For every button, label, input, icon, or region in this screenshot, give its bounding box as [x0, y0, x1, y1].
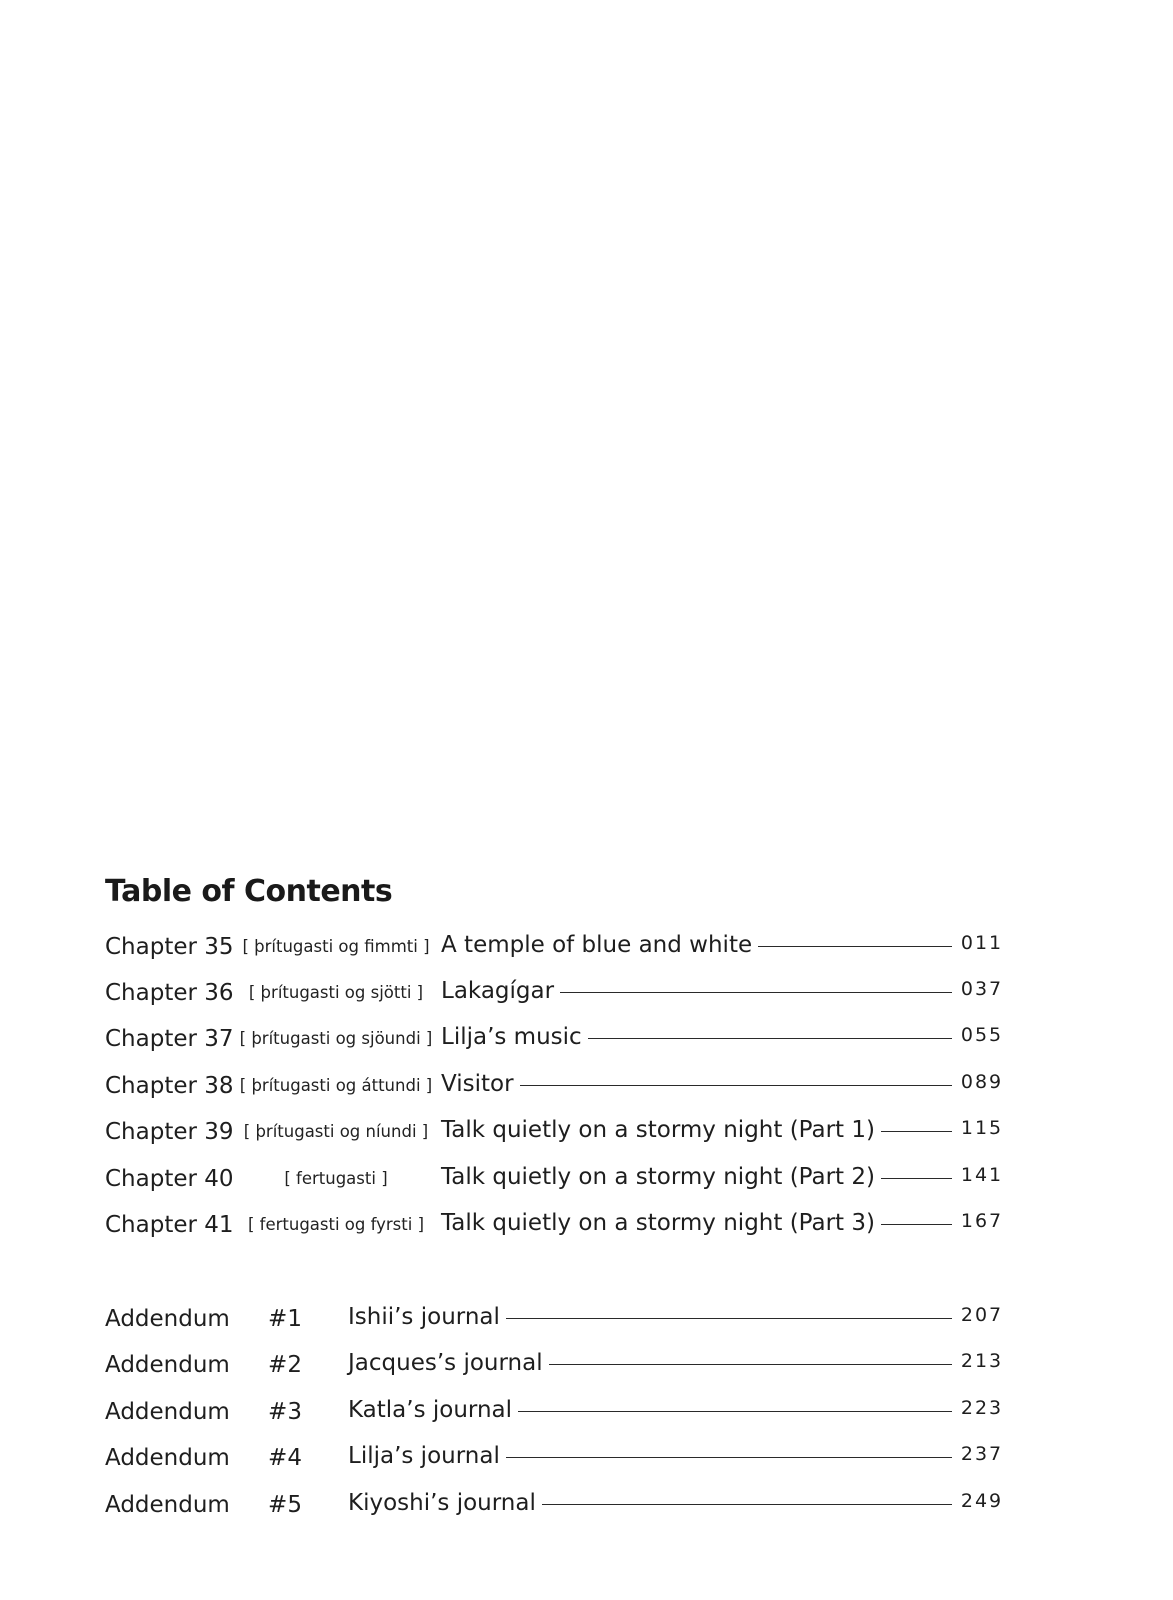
page-number: 089	[960, 1071, 1004, 1093]
addendum-label: Addendum	[105, 1399, 230, 1425]
toc-chapter-entry[interactable]	[0, 970, 1173, 1010]
toc-addendum-entry[interactable]	[0, 1296, 1173, 1336]
chapter-label: Chapter 39	[105, 1119, 234, 1145]
chapter-subtitle: [ þrítugasti og áttundi ]	[239, 1076, 433, 1095]
addendum-label: Addendum	[105, 1445, 230, 1471]
dot-leader	[506, 1457, 952, 1458]
chapter-subtitle: [ þrítugasti og fimmti ]	[242, 937, 430, 956]
chapter-title: Lilja’s music	[441, 1024, 582, 1050]
addendum-title-leader	[348, 1302, 952, 1332]
chapter-title: A temple of blue and white	[441, 932, 753, 958]
toc-chapter-entry[interactable]	[0, 1109, 1173, 1149]
chapter-title-leader	[441, 1069, 952, 1099]
chapter-subtitle: [ þrítugasti og sjötti ]	[248, 983, 424, 1002]
chapter-title: Lakagígar	[441, 978, 555, 1004]
toc-addendum-entry[interactable]	[0, 1342, 1173, 1382]
addendum-label: Addendum	[105, 1352, 230, 1378]
chapter-label: Chapter 38	[105, 1073, 234, 1099]
chapter-title: Talk quietly on a stormy night (Part 2)	[441, 1164, 875, 1190]
addendum-title-leader	[348, 1348, 952, 1378]
chapter-title-leader	[441, 1115, 952, 1145]
chapter-title-leader	[441, 976, 952, 1006]
chapter-title: Visitor	[441, 1071, 514, 1097]
addendum-number: #3	[268, 1399, 302, 1425]
addendum-title: Ishii’s journal	[348, 1304, 500, 1330]
chapter-subtitle: [ þrítugasti og sjöundi ]	[239, 1029, 433, 1048]
page-number: 237	[960, 1443, 1004, 1465]
toc-addendum-entry[interactable]	[0, 1435, 1173, 1475]
toc-title: Table of Contents	[105, 874, 393, 909]
addendum-title: Lilja’s journal	[348, 1443, 500, 1469]
dot-leader	[506, 1318, 952, 1319]
page-number: 115	[960, 1117, 1004, 1139]
chapter-label: Chapter 35	[105, 934, 234, 960]
addendum-title: Jacques’s journal	[348, 1350, 543, 1376]
toc-chapter-entry[interactable]	[0, 1016, 1173, 1056]
addendum-label: Addendum	[105, 1306, 230, 1332]
page-number: 055	[960, 1024, 1004, 1046]
chapter-label: Chapter 36	[105, 980, 234, 1006]
page-number: 249	[960, 1490, 1004, 1512]
toc-chapter-entry[interactable]	[0, 1156, 1173, 1196]
chapter-title: Talk quietly on a stormy night (Part 3)	[441, 1210, 875, 1236]
dot-leader	[520, 1085, 952, 1086]
toc-chapter-entry[interactable]	[0, 924, 1173, 964]
dot-leader	[518, 1411, 952, 1412]
toc-chapter-entry[interactable]	[0, 1063, 1173, 1103]
dot-leader	[560, 992, 952, 993]
addendum-number: #1	[268, 1306, 302, 1332]
chapter-subtitle: [ fertugasti og fyrsti ]	[247, 1215, 425, 1234]
addendum-title-leader	[348, 1488, 952, 1518]
addendum-title: Katla’s journal	[348, 1397, 513, 1423]
page-number: 037	[960, 978, 1004, 1000]
dot-leader	[549, 1364, 952, 1365]
chapter-label: Chapter 40	[105, 1166, 234, 1192]
page-number: 141	[960, 1164, 1004, 1186]
addendum-label: Addendum	[105, 1492, 230, 1518]
chapter-label: Chapter 41	[105, 1212, 234, 1238]
page-number: 207	[960, 1304, 1004, 1326]
toc-addendum-entry[interactable]	[0, 1482, 1173, 1522]
addendum-title-leader	[348, 1441, 952, 1471]
dot-leader	[881, 1131, 952, 1132]
page-number: 223	[960, 1397, 1004, 1419]
chapter-title: Talk quietly on a stormy night (Part 1)	[441, 1117, 875, 1143]
dot-leader	[588, 1038, 952, 1039]
toc-addendum-entry[interactable]	[0, 1389, 1173, 1429]
page-number: 011	[960, 932, 1004, 954]
chapter-title-leader	[441, 930, 952, 960]
chapter-label: Chapter 37	[105, 1026, 234, 1052]
addendum-title: Kiyoshi’s journal	[348, 1490, 536, 1516]
dot-leader	[881, 1178, 952, 1179]
addendum-number: #2	[268, 1352, 302, 1378]
chapter-subtitle: [ þrítugasti og níundi ]	[243, 1122, 429, 1141]
chapter-subtitle: [ fertugasti ]	[284, 1169, 388, 1188]
chapter-title-leader	[441, 1022, 952, 1052]
page-number: 167	[960, 1210, 1004, 1232]
dot-leader	[881, 1224, 952, 1225]
page-number: 213	[960, 1350, 1004, 1372]
dot-leader	[542, 1504, 952, 1505]
toc-chapter-entry[interactable]	[0, 1202, 1173, 1242]
addendum-number: #5	[268, 1492, 302, 1518]
addendum-title-leader	[348, 1395, 952, 1425]
chapter-title-leader	[441, 1208, 952, 1238]
dot-leader	[758, 946, 952, 947]
addendum-number: #4	[268, 1445, 302, 1471]
chapter-title-leader	[441, 1162, 952, 1192]
